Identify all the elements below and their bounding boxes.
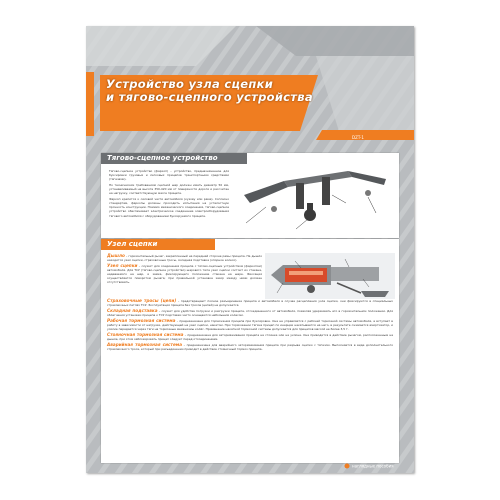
title-line-2: и тягово-сцепного устройства [106, 90, 313, 104]
term-label: Складная подставка [107, 307, 158, 313]
term-paragraph [107, 343, 393, 351]
term-text: – горизонтальный рычаг, закрепленный на передней стороне рамы прицепа. На дышло находится узел сцепки, страховочные тросы, складная подставка (опорное колесо). [107, 254, 262, 263]
paragraph: Фаркоп крепится к силовой части автомобиля (кузову или раме). Согласно стандартам, фаркопы должны проходить испытания на усталостную прочность конструкции. Помимо механического соединения, тягово-сцепное устройство обеспечивает электрическое соединение электрооборудования тягового автомобиля с оборудованием буксируемого прицепа. [109, 197, 229, 218]
section-coupling [101, 239, 399, 463]
term-text: – предназначена для торможения прицепа при буксировке. Она не управляется с рабочей тормозной системы автомобиля, а вступает в работу в зависимости от нагрузки, действующей на узел сцепки, накатом. При торможении тягача прицеп по инерции накатывается на него, в результате сжимается амортизатор, и усилие передается через тяги на тормозные механизмы колёс. Применение накатной тормозной системы допускается для прицепов массой не более 3,5 т. [107, 318, 393, 332]
section-coupling-intro [107, 254, 262, 286]
section-towbar-text [109, 169, 229, 219]
term-paragraph [107, 333, 393, 341]
publisher-name: наглядные пособия [352, 463, 394, 469]
term-label: Страховочные тросы (цепи) [107, 298, 177, 303]
term-paragraph [107, 299, 393, 307]
coupling-illustration [265, 253, 395, 299]
section-towbar [101, 153, 399, 238]
term-label: Стояночная тормозная система [107, 332, 184, 338]
poster [86, 26, 414, 473]
section-coupling-heading: Узел сцепки [101, 239, 215, 250]
term-paragraph [107, 309, 393, 317]
term-paragraph [107, 319, 393, 331]
towbar-illustration [236, 163, 396, 233]
poster-code: DZT-1 [352, 135, 364, 140]
term-text: – предотвращают полное разъединение прицепа и автомобиля в случае расцепления узла сцепки, они фиксируются в специальных страховочных петлях ТСУ. Эксплуатация прицепа без тросов (цепей) не допускается. [107, 299, 393, 308]
title-line-1: Устройство узла сцепки [106, 77, 274, 91]
term-label: Узел сцепки [107, 262, 138, 268]
section-towbar-heading: Тягово-сцепное устройство [101, 153, 247, 164]
section-coupling-items [107, 299, 393, 353]
poster-title [106, 78, 336, 104]
term-paragraph [107, 254, 262, 262]
term-text: – служит для удобства погрузки и разгрузки прицепа, отсоединенного от автомобиля, позволяя удерживать его в горизонтальном положении. Для облегчения установки прицепа к ТСУ подставки часто оснащаются небольшим колесом. [107, 308, 393, 318]
term-text: – предназначена для затормаживания прицепа на стоянке или на уклоне. Она приводится в действие рычагом, расположенным на дышле, при этом заблокировать прицеп следует перед отсоединением. [107, 333, 394, 342]
term-label: Дышло [107, 253, 125, 258]
term-label: Рабочая тормозная система [107, 317, 176, 323]
term-text: – предназначена для аварийного затормаживания прицепа при разрыве сцепки с тягачом. Выполняется в виде дополнительного страховочного троса, который при разъединении приводит в действие стояночный тормоз прицепа. [107, 343, 393, 352]
paragraph: Тягово-сцепное устройство (фаркоп) – устройство, предназначенное для буксировки грузовых и легковых прицепов транспортными средствами (тягачами). [109, 169, 229, 182]
publisher-logo [344, 463, 404, 469]
paragraph: По техническим требованиям сцепной шар должен иметь диаметр 50 мм, устанавливаемый на высоте 350-420 мм от поверхности дороги и рассчитан на нагрузку, соответствующую массе прицепа. [109, 183, 229, 196]
term-text: – служит для соединения прицепа с тягово-сцепным устройством (фаркопом) автомобиля. Для ТСУ (тягово-сцепное устройство) шарового типа узел сцепки состоит из стакана, надеваемого на шар, и замка, фиксирующего положение стакана на шаре. Фиксация осуществляется поворотом рычага; при правильной установке зазор между ними должен отсутствовать. [107, 263, 262, 285]
term-paragraph [107, 264, 262, 284]
term-label: Аварийная тормозная система [107, 342, 183, 348]
